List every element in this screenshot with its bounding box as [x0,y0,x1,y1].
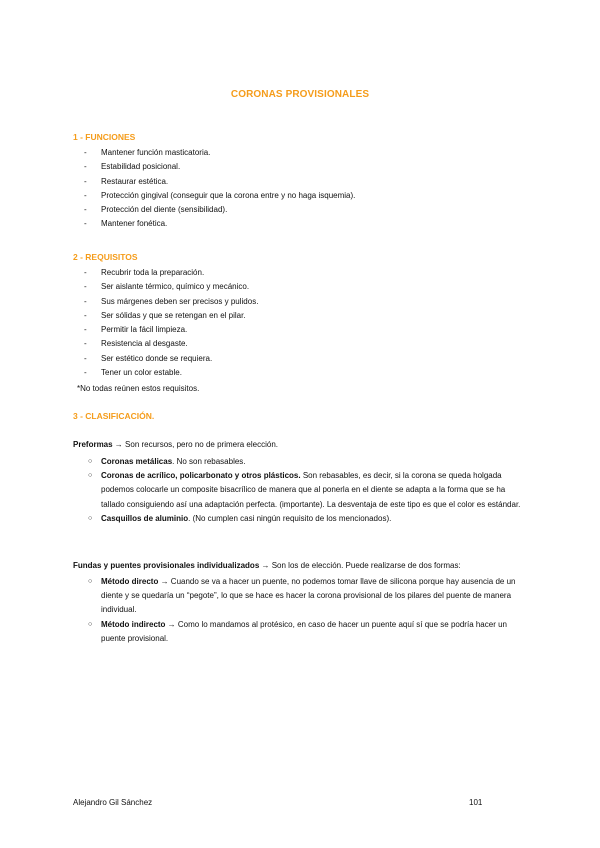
arrow-glyph: → [112,440,126,449]
list-item: - Protección del diente (sensibilidad). [84,203,355,217]
fundas-list [88,575,528,646]
requisitos-note: *No todas reúnen estos requisitos. [77,384,200,393]
preformas-list [88,455,528,526]
list-item [88,512,528,526]
circle-bullet-icon: ○ [88,578,93,585]
circle-bullet-icon: ○ [88,458,93,465]
arrow-glyph: → [259,561,272,570]
list-item: - Estabilidad posicional. [84,160,355,174]
list-item [88,469,528,512]
funciones-list [84,146,355,232]
list-item: - Ser aislante térmico, químico y mecánico. [84,280,258,294]
list-item [88,455,528,469]
preformas-label: Preformas [73,440,113,449]
list-item: - Ser estético donde se requiera. [84,352,258,366]
requisitos-list [84,266,258,380]
list-item: - Mantener función masticatoria. [84,146,355,160]
list-item [88,618,528,646]
list-item: - Recubrir toda la preparación. [84,266,258,280]
item-text: . No son rebasables. [172,457,246,466]
item-bold: Casquillos de aluminio [101,513,189,523]
item-bold: Método directo [101,577,159,586]
list-item: - Restaurar estética. [84,175,355,189]
list-item [88,575,528,618]
preformas-text: Son recursos, pero no de primera elección. [125,440,278,449]
item-text: → Cuando se va a hacer un puente, no podemos tomar llave de silicona porque hay ausencia de un diente y se quedaría un “pegote”, lo que se hace es hacer la corona provisional de los pilares del puente de manera individual. [101,577,516,615]
item-bold: Coronas metálicas [101,457,173,466]
fundas-text: Son los de elección. Puede realizarse de dos formas: [271,561,461,570]
section-heading-clasificacion: 3 - CLASIFICACIÓN. [73,411,155,421]
item-text: Son rebasables, es decir, si la corona se queda holgada podemos colocarle un composite bisacrílico de manera que al ponerla en el diente se adapta a la forma que se ha tallado consiguiendo así una adaptación perfecta. (importante). La desventaja de este tipo es que el color es estándar. [101,471,521,509]
item-text: . (No cumplen casi ningún requisito de los mencionados). [188,513,392,523]
fundas-paragraph [73,561,461,570]
section-heading-funciones: 1 - FUNCIONES [73,132,136,142]
page-title: CORONAS PROVISIONALES [230,89,370,100]
list-item: - Permitir la fácil limpieza. [84,323,258,337]
item-bold: Método indirecto [101,619,166,629]
list-item: - Tener un color estable. [84,366,258,380]
section-heading-requisitos: 2 - REQUISITOS [73,252,138,262]
circle-bullet-icon: ○ [88,514,93,522]
footer-author: Alejandro Gil Sánchez [73,798,153,807]
list-item: - Mantener fonética. [84,217,355,231]
list-item: - Sus márgenes deben ser precisos y pulidos. [84,295,258,309]
item-text: → Como lo mandamos al protésico, en caso de hacer un puente aquí sí que se podría hacer un puente provisional. [101,619,507,643]
footer-page-number: 101 [469,798,483,807]
list-item: - Protección gingival (conseguir que la corona entre y no haga isquemia). [84,189,355,203]
list-item: - Ser sólidas y que se retengan en el pilar. [84,309,258,323]
list-item: - Resistencia al desgaste. [84,337,258,351]
circle-bullet-icon: ○ [88,620,93,628]
fundas-label: Fundas y puentes provisionales individualizados [73,561,260,570]
preformas-paragraph [73,440,278,449]
circle-bullet-icon: ○ [88,472,93,480]
item-bold: Coronas de acrílico, policarbonato y otros plásticos. [101,471,301,481]
